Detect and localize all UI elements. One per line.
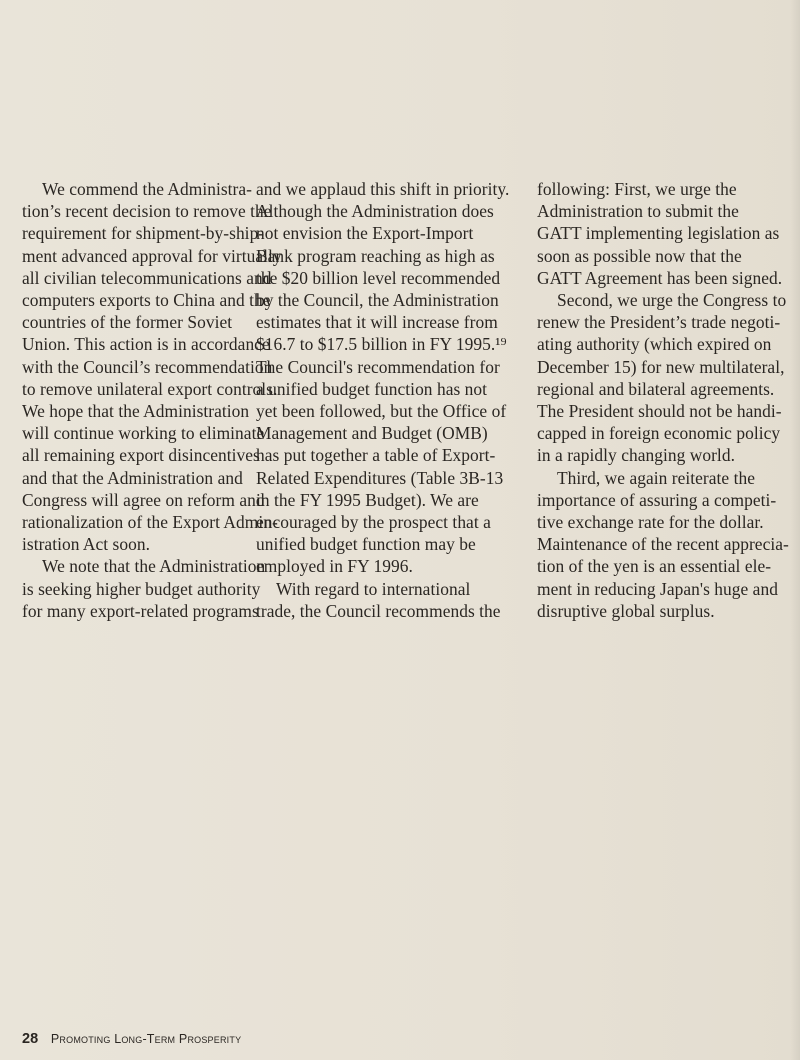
text-line: Second, we urge the Congress to (557, 290, 787, 311)
text-line: renew the President’s trade negoti- (537, 312, 781, 333)
text-line: We hope that the Administration (22, 401, 250, 422)
text-line: Bank program reaching as high as (256, 245, 495, 266)
text-line: The President should not be handi- (537, 401, 782, 422)
text-line: the $20 billion level recommended (256, 267, 501, 288)
text-line: and that the Administration and (22, 467, 243, 488)
text-line: requirement for shipment-by-ship- (22, 223, 265, 244)
text-column-2 (256, 178, 510, 622)
text-line: Although the Administration does (256, 201, 494, 222)
text-line: to remove unilateral export controls. (22, 378, 278, 399)
text-line: computers exports to China and the (22, 290, 271, 311)
text-column-3 (537, 178, 789, 622)
text-line: ment advanced approval for virtually (22, 245, 282, 266)
text-line: not envision the Export-Import (256, 223, 474, 244)
text-line: regional and bilateral agreements. (537, 378, 775, 399)
text-line: all civilian telecommunications and (22, 267, 272, 288)
text-line: unified budget function may be (256, 534, 476, 555)
text-line: and we applaud this shift in priority. (256, 179, 510, 199)
text-line: GATT implementing legislation as (537, 223, 780, 244)
running-head: Promoting Long-Term Prosperity (50, 1032, 242, 1046)
text-line: employed in FY 1996. (256, 556, 413, 577)
text-line: encouraged by the prospect that a (256, 512, 491, 533)
text-line: countries of the former Soviet (22, 312, 233, 333)
text-line: has put together a table of Export- (256, 445, 496, 466)
text-line: ating authority (which expired on (537, 334, 772, 355)
text-line: istration Act soon. (22, 534, 150, 555)
text-line: GATT Agreement has been signed. (537, 267, 783, 288)
text-line: We note that the Administration (42, 556, 266, 577)
text-line: following: First, we urge the (537, 179, 737, 199)
text-line: Related Expenditures (Table 3B-13 (256, 467, 504, 488)
text-line: is seeking higher budget authority (22, 578, 261, 599)
page-number: 28 (22, 1031, 39, 1047)
text-line: by the Council, the Administration (256, 290, 499, 311)
text-line: With regard to international (276, 578, 471, 599)
text-line: Union. This action is in accordance (22, 334, 270, 355)
text-column-1 (22, 178, 282, 622)
text-line: all remaining export disincentives (22, 445, 260, 466)
text-line: estimates that it will increase from (256, 312, 498, 333)
text-line: will continue working to eliminate (22, 423, 265, 444)
text-line: ment in reducing Japan's huge and (537, 578, 778, 599)
text-line: Administration to submit the (537, 201, 739, 222)
text-line: $16.7 to $17.5 billion in FY 1995.¹⁹ (256, 334, 507, 355)
text-line: Congress will agree on reform and (22, 489, 265, 510)
text-line: December 15) for new multilateral, (537, 356, 785, 377)
text-line: We commend the Administra- (42, 179, 252, 199)
page-footer (22, 1030, 241, 1048)
text-line: in a rapidly changing world. (537, 445, 735, 466)
text-line: Maintenance of the recent apprecia- (537, 534, 789, 555)
text-line: Management and Budget (OMB) (256, 423, 488, 444)
text-line: Third, we again reiterate the (557, 467, 755, 488)
text-line: tion of the yen is an essential ele- (537, 556, 772, 577)
text-line: disruptive global surplus. (537, 600, 715, 621)
text-line: a unified budget function has not (256, 378, 488, 399)
page-edge-shadow (790, 0, 800, 1060)
text-line: yet been followed, but the Office of (256, 401, 507, 422)
text-line: rationalization of the Export Admin- (22, 512, 278, 533)
text-line: in the FY 1995 Budget). We are (256, 489, 479, 510)
text-line: tive exchange rate for the dollar. (537, 512, 764, 533)
text-line: soon as possible now that the (537, 245, 742, 266)
text-line: tion’s recent decision to remove the (22, 201, 272, 222)
text-line: for many export-related programs (22, 600, 259, 621)
text-line: capped in foreign economic policy (537, 423, 781, 444)
text-line: importance of assuring a competi- (537, 489, 777, 510)
text-line: trade, the Council recommends the (256, 600, 501, 621)
text-line: with the Council’s recommendation (22, 356, 273, 377)
text-line: The Council's recommendation for (256, 356, 500, 377)
